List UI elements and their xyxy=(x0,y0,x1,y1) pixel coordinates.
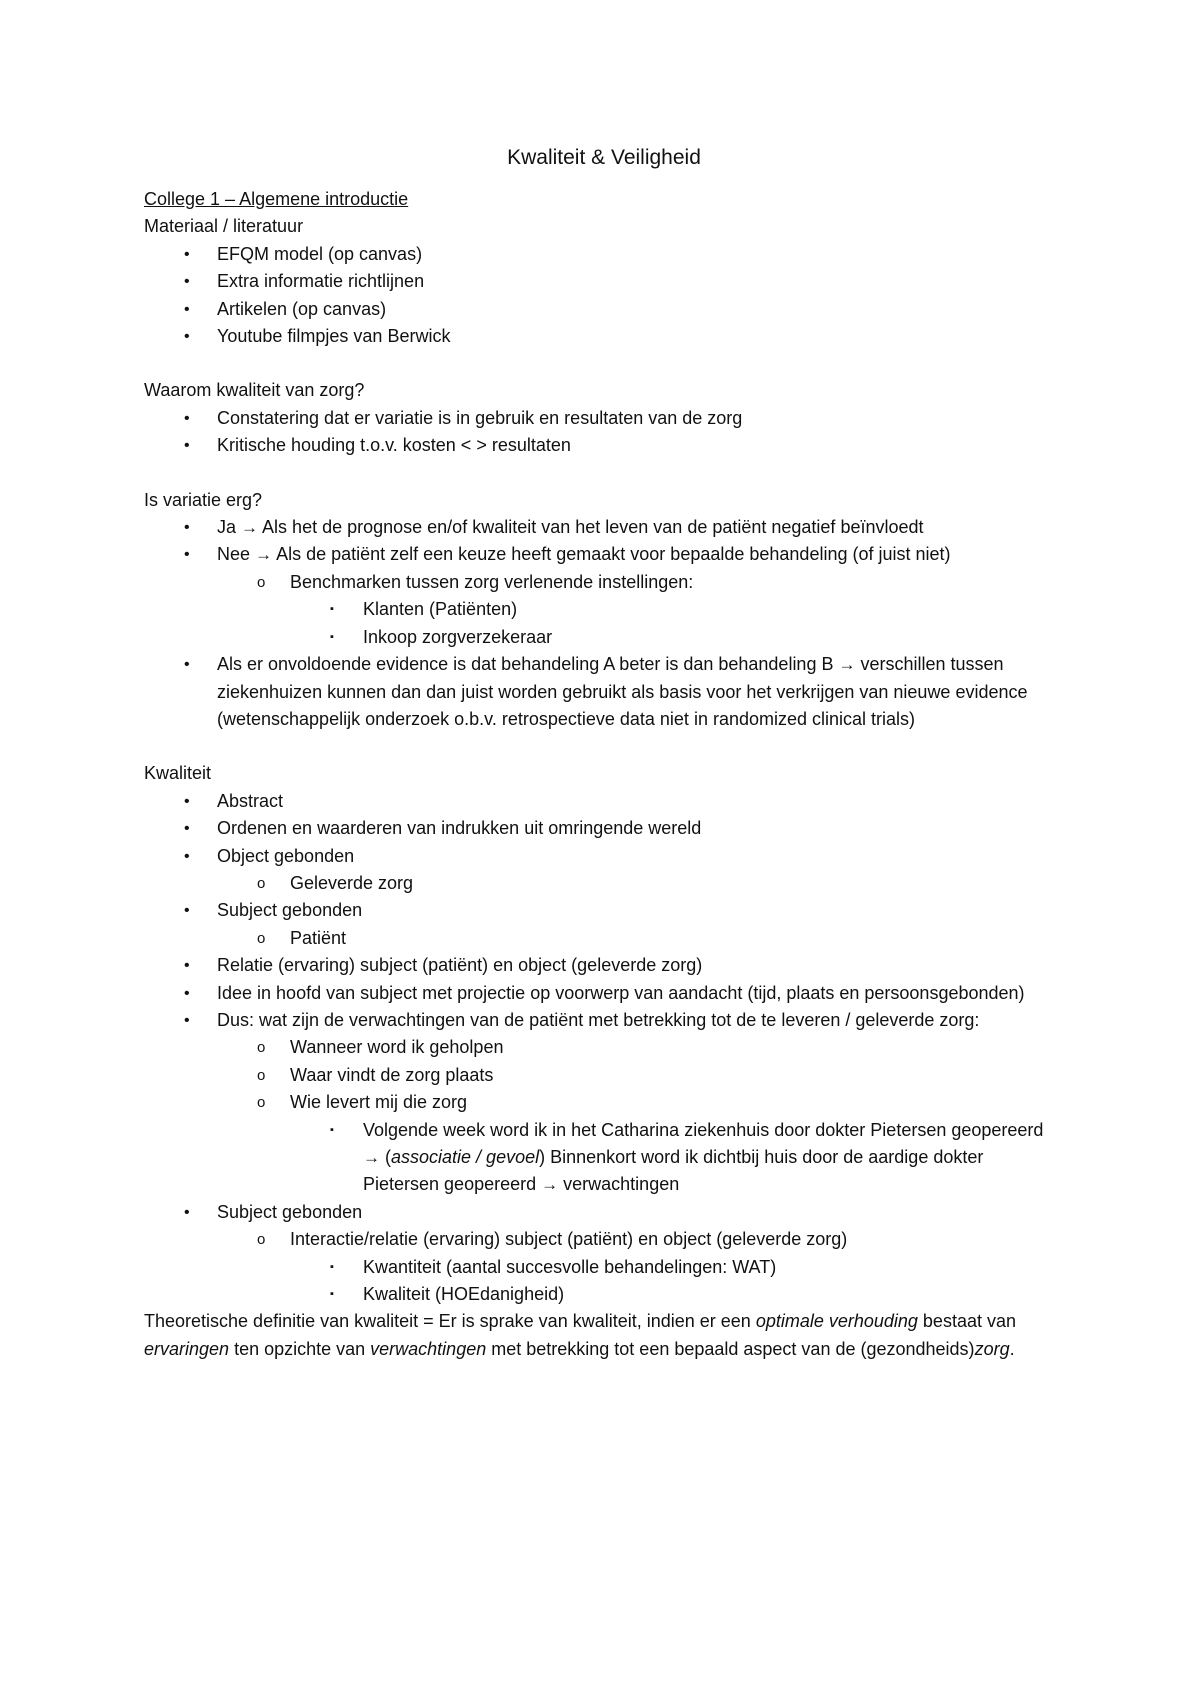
materiaal-list xyxy=(144,241,1064,351)
bullet-icon: • xyxy=(184,792,190,810)
college-heading: College 1 – Algemene introductie xyxy=(144,189,409,209)
arrow-right-icon: → xyxy=(255,545,273,565)
bullet-icon: • xyxy=(184,328,190,346)
list-item: • Object gebonden o Geleverde zorg xyxy=(144,843,1064,898)
list-item: o Geleverde zorg xyxy=(217,870,1064,897)
square-bullet-icon: ▪ xyxy=(330,1260,334,1273)
circle-bullet-icon: o xyxy=(257,929,266,947)
arrow-right-icon: → xyxy=(363,1148,380,1167)
list-item: o Patiënt xyxy=(217,925,1064,952)
list-item: • Dus: wat zijn de verwachtingen van de patiënt met betrekking tot de te leveren / geleverde zorg: o Wanneer word ik geholpen o Waar vindt de zorg plaats o Wie levert mij die zorg ▪ Volgende week word ik in het Catharina ziekenhuis door dokter Pietersen geopereerd → (associatie / gevoel) Binnenkort word ik dichtbij huis door de aardige dokter Pietersen geopereerd → verwachtingen xyxy=(144,1007,1064,1199)
circle-bullet-icon: o xyxy=(257,1094,266,1112)
arrow-right-icon: → xyxy=(241,518,259,538)
bullet-icon: • xyxy=(184,656,190,674)
square-bullet-icon: ▪ xyxy=(330,1123,334,1136)
list-item: ▪ Volgende week word ik in het Catharina ziekenhuis door dokter Pietersen geopereerd → (associatie / gevoel) Binnenkort word ik dichtbij huis door de aardige dokter Pietersen geopereerd → verwachtingen xyxy=(290,1117,1064,1199)
waarom-label: Waarom kwaliteit van zorg? xyxy=(144,380,365,401)
arrow-right-icon: → xyxy=(541,1175,559,1195)
kwaliteit-label: Kwaliteit xyxy=(144,763,212,784)
bullet-icon: • xyxy=(184,519,190,537)
list-item: • Kritische houding t.o.v. kosten < > resultaten xyxy=(144,432,1064,459)
materiaal-label: Materiaal / literatuur xyxy=(144,216,304,237)
list-item: • Relatie (ervaring) subject (patiënt) en object (geleverde zorg) xyxy=(144,952,1064,979)
circle-bullet-icon: o xyxy=(257,1066,266,1084)
circle-bullet-icon: o xyxy=(257,573,266,591)
bullet-icon: • xyxy=(184,847,190,865)
square-bullet-icon: ▪ xyxy=(330,1288,334,1301)
square-bullet-icon: ▪ xyxy=(330,630,334,643)
square-bullet-icon: ▪ xyxy=(330,603,334,616)
bullet-icon: • xyxy=(184,273,190,291)
list-item: o Benchmarken tussen zorg verlenende instellingen: ▪ Klanten (Patiënten) ▪ Inkoop zorgverzekeraar xyxy=(217,569,1064,651)
bullet-icon: • xyxy=(184,546,190,564)
definitie-paragraph: Theoretische definitie van kwaliteit = Er is sprake van kwaliteit, indien er een optimale verhouding bestaat van ervaringen ten opzichte van verwachtingen met betrekking tot een bepaald aspect van de (gezondheids)zorg. xyxy=(144,1311,1016,1359)
list-item: ▪ Klanten (Patiënten) xyxy=(290,596,1064,623)
list-item: • Nee → Als de patiënt zelf een keuze heeft gemaakt voor bepaalde behandeling (of juist niet) o Benchmarken tussen zorg verlenende instellingen: ▪ Klanten (Patiënten) ▪ Inkoop zorgverzekeraar xyxy=(144,541,1064,651)
circle-bullet-icon: o xyxy=(257,1039,266,1057)
list-item: • Artikelen (op canvas) xyxy=(144,296,1064,323)
bullet-icon: • xyxy=(184,437,190,455)
circle-bullet-icon: o xyxy=(257,874,266,892)
document-body xyxy=(144,143,1064,1363)
bullet-icon: • xyxy=(184,957,190,975)
variatie-label: Is variatie erg? xyxy=(144,489,263,510)
list-item: • Constatering dat er variatie is in gebruik en resultaten van de zorg xyxy=(144,405,1064,432)
benchmark-list xyxy=(217,569,1064,651)
list-item: • Idee in hoofd van subject met projectie op voorwerp van aandacht (tijd, plaats en persoonsgebonden) xyxy=(144,980,1064,1007)
list-item: ▪ Inkoop zorgverzekeraar xyxy=(290,624,1064,651)
circle-bullet-icon: o xyxy=(257,1231,266,1249)
bullet-icon: • xyxy=(184,902,190,920)
list-item: o Waar vindt de zorg plaats xyxy=(217,1062,1064,1089)
list-item: • Subject gebonden o Patiënt xyxy=(144,897,1064,952)
list-item: o Wanneer word ik geholpen xyxy=(217,1034,1064,1061)
list-item: • Youtube filmpjes van Berwick xyxy=(144,323,1064,350)
list-item: o Interactie/relatie (ervaring) subject (patiënt) en object (geleverde zorg) ▪ Kwantiteit (aantal succesvolle behandelingen: WAT) ▪ Kwaliteit (HOEdanigheid) xyxy=(217,1226,1064,1308)
bullet-icon: • xyxy=(184,300,190,318)
list-item: • Extra informatie richtlijnen xyxy=(144,268,1064,295)
list-item: • Ordenen en waarderen van indrukken uit omringende wereld xyxy=(144,815,1064,842)
bullet-icon: • xyxy=(184,820,190,838)
list-item: • Abstract xyxy=(144,788,1064,815)
waarom-list xyxy=(144,405,1064,460)
bullet-icon: • xyxy=(184,409,190,427)
list-item: • Subject gebonden o Interactie/relatie (ervaring) subject (patiënt) en object (geleverde zorg) ▪ Kwantiteit (aantal succesvolle behandelingen: WAT) ▪ Kwaliteit (HOEdanigheid) xyxy=(144,1199,1064,1309)
list-item: • EFQM model (op canvas) xyxy=(144,241,1064,268)
bullet-icon: • xyxy=(184,1011,190,1029)
benchmark-sublist xyxy=(290,596,1064,651)
list-item: ▪ Kwantiteit (aantal succesvolle behandelingen: WAT) xyxy=(290,1254,1064,1281)
kwaliteit-list xyxy=(144,788,1064,1309)
bullet-icon: • xyxy=(184,984,190,1002)
list-item: ▪ Kwaliteit (HOEdanigheid) xyxy=(290,1281,1064,1308)
list-item: o Wie levert mij die zorg ▪ Volgende week word ik in het Catharina ziekenhuis door dokter Pietersen geopereerd → (associatie / gevoel) Binnenkort word ik dichtbij huis door de aardige dokter Pietersen geopereerd → verwachtingen xyxy=(217,1089,1064,1199)
list-item: • Als er onvoldoende evidence is dat behandeling A beter is dan behandeling B → verschillen tussen ziekenhuizen kunnen dan dan juist worden gebruikt als basis voor het verkrijgen van nieuwe evidence (wetenschappelijk onderzoek o.b.v. retrospectieve data niet in randomized clinical trials) xyxy=(144,651,1064,733)
bullet-icon: • xyxy=(184,245,190,263)
page-title: Kwaliteit & Veiligheid xyxy=(507,146,701,169)
list-item: • Ja → Als het de prognose en/of kwaliteit van het leven van de patiënt negatief beïnvloedt xyxy=(144,514,1064,541)
arrow-right-icon: → xyxy=(838,655,856,675)
bullet-icon: • xyxy=(184,1203,190,1221)
variatie-list xyxy=(144,514,1064,733)
